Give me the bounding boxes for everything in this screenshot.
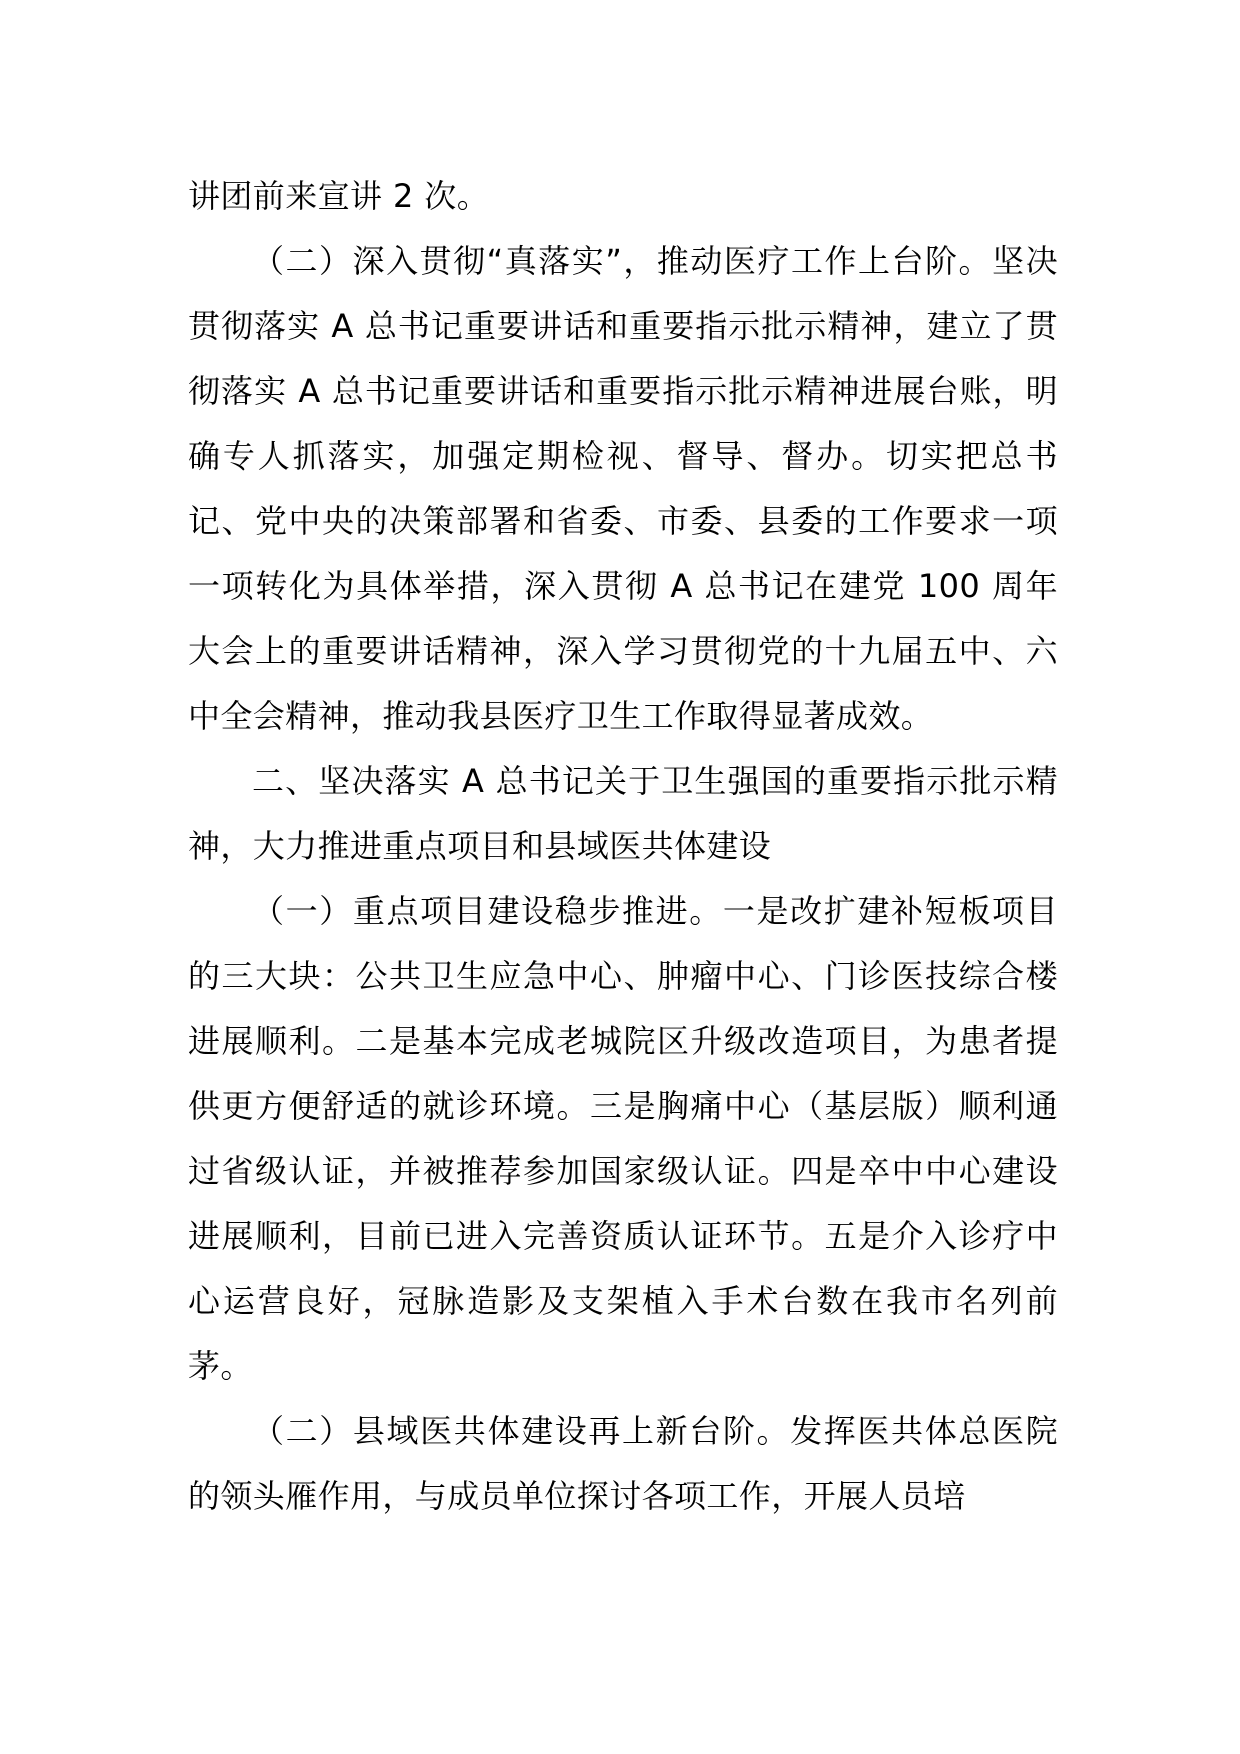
paragraph-medical-community: （二）县域医共体建设再上新台阶。发挥医共体总医院的领头雁作用，与成员单位探讨各项工作，开展人员培 [188, 1412, 1058, 1515]
paragraph-key-projects: （一）重点项目建设稳步推进。一是改扩建补短板项目的三大块：公共卫生应急中心、肿瘤中心、门诊医技综合楼进展顺利。二是基本完成老城院区升级改造项目，为患者提供更方便舒适的就诊环境。三是胸痛中心（基层版）顺利通过省级认证，并被推荐参加国家级认证。四是卒中中心建设进展顺利，目前已进入完善资质认证环节。五是介入诊疗中心运营良好，冠脉造影及支架植入手术台数在我市名列前茅。 [188, 892, 1058, 1385]
paragraph-implementation: （二）深入贯彻“真落实”，推动医疗工作上台阶。坚决贯彻落实 A 总书记重要讲话和重要指示批示精神，建立了贯彻落实 A 总书记重要讲话和重要指示批示精神进展台账，明确专人抓落实，加强定期检视、督导、督办。切实把总书记、党中央的决策部署和省委、市委、县委的工作要求一项一项转化为具体举措，深入贯彻 A 总书记在建党 100 周年大会上的重要讲话精神，深入学习贯彻党的十九届五中、六中全会精神，推动我县医疗卫生工作取得显著成效。 [188, 242, 1058, 735]
section-heading-two: 二、坚决落实 A 总书记关于卫生强国的重要指示批示精神，大力推进重点项目和县域医共体建设 [188, 762, 1058, 865]
paragraph-continuation: 讲团前来宣讲 2 次。 [188, 177, 490, 215]
document-page [188, 0, 1058, 1754]
document-body [188, 164, 1058, 1529]
